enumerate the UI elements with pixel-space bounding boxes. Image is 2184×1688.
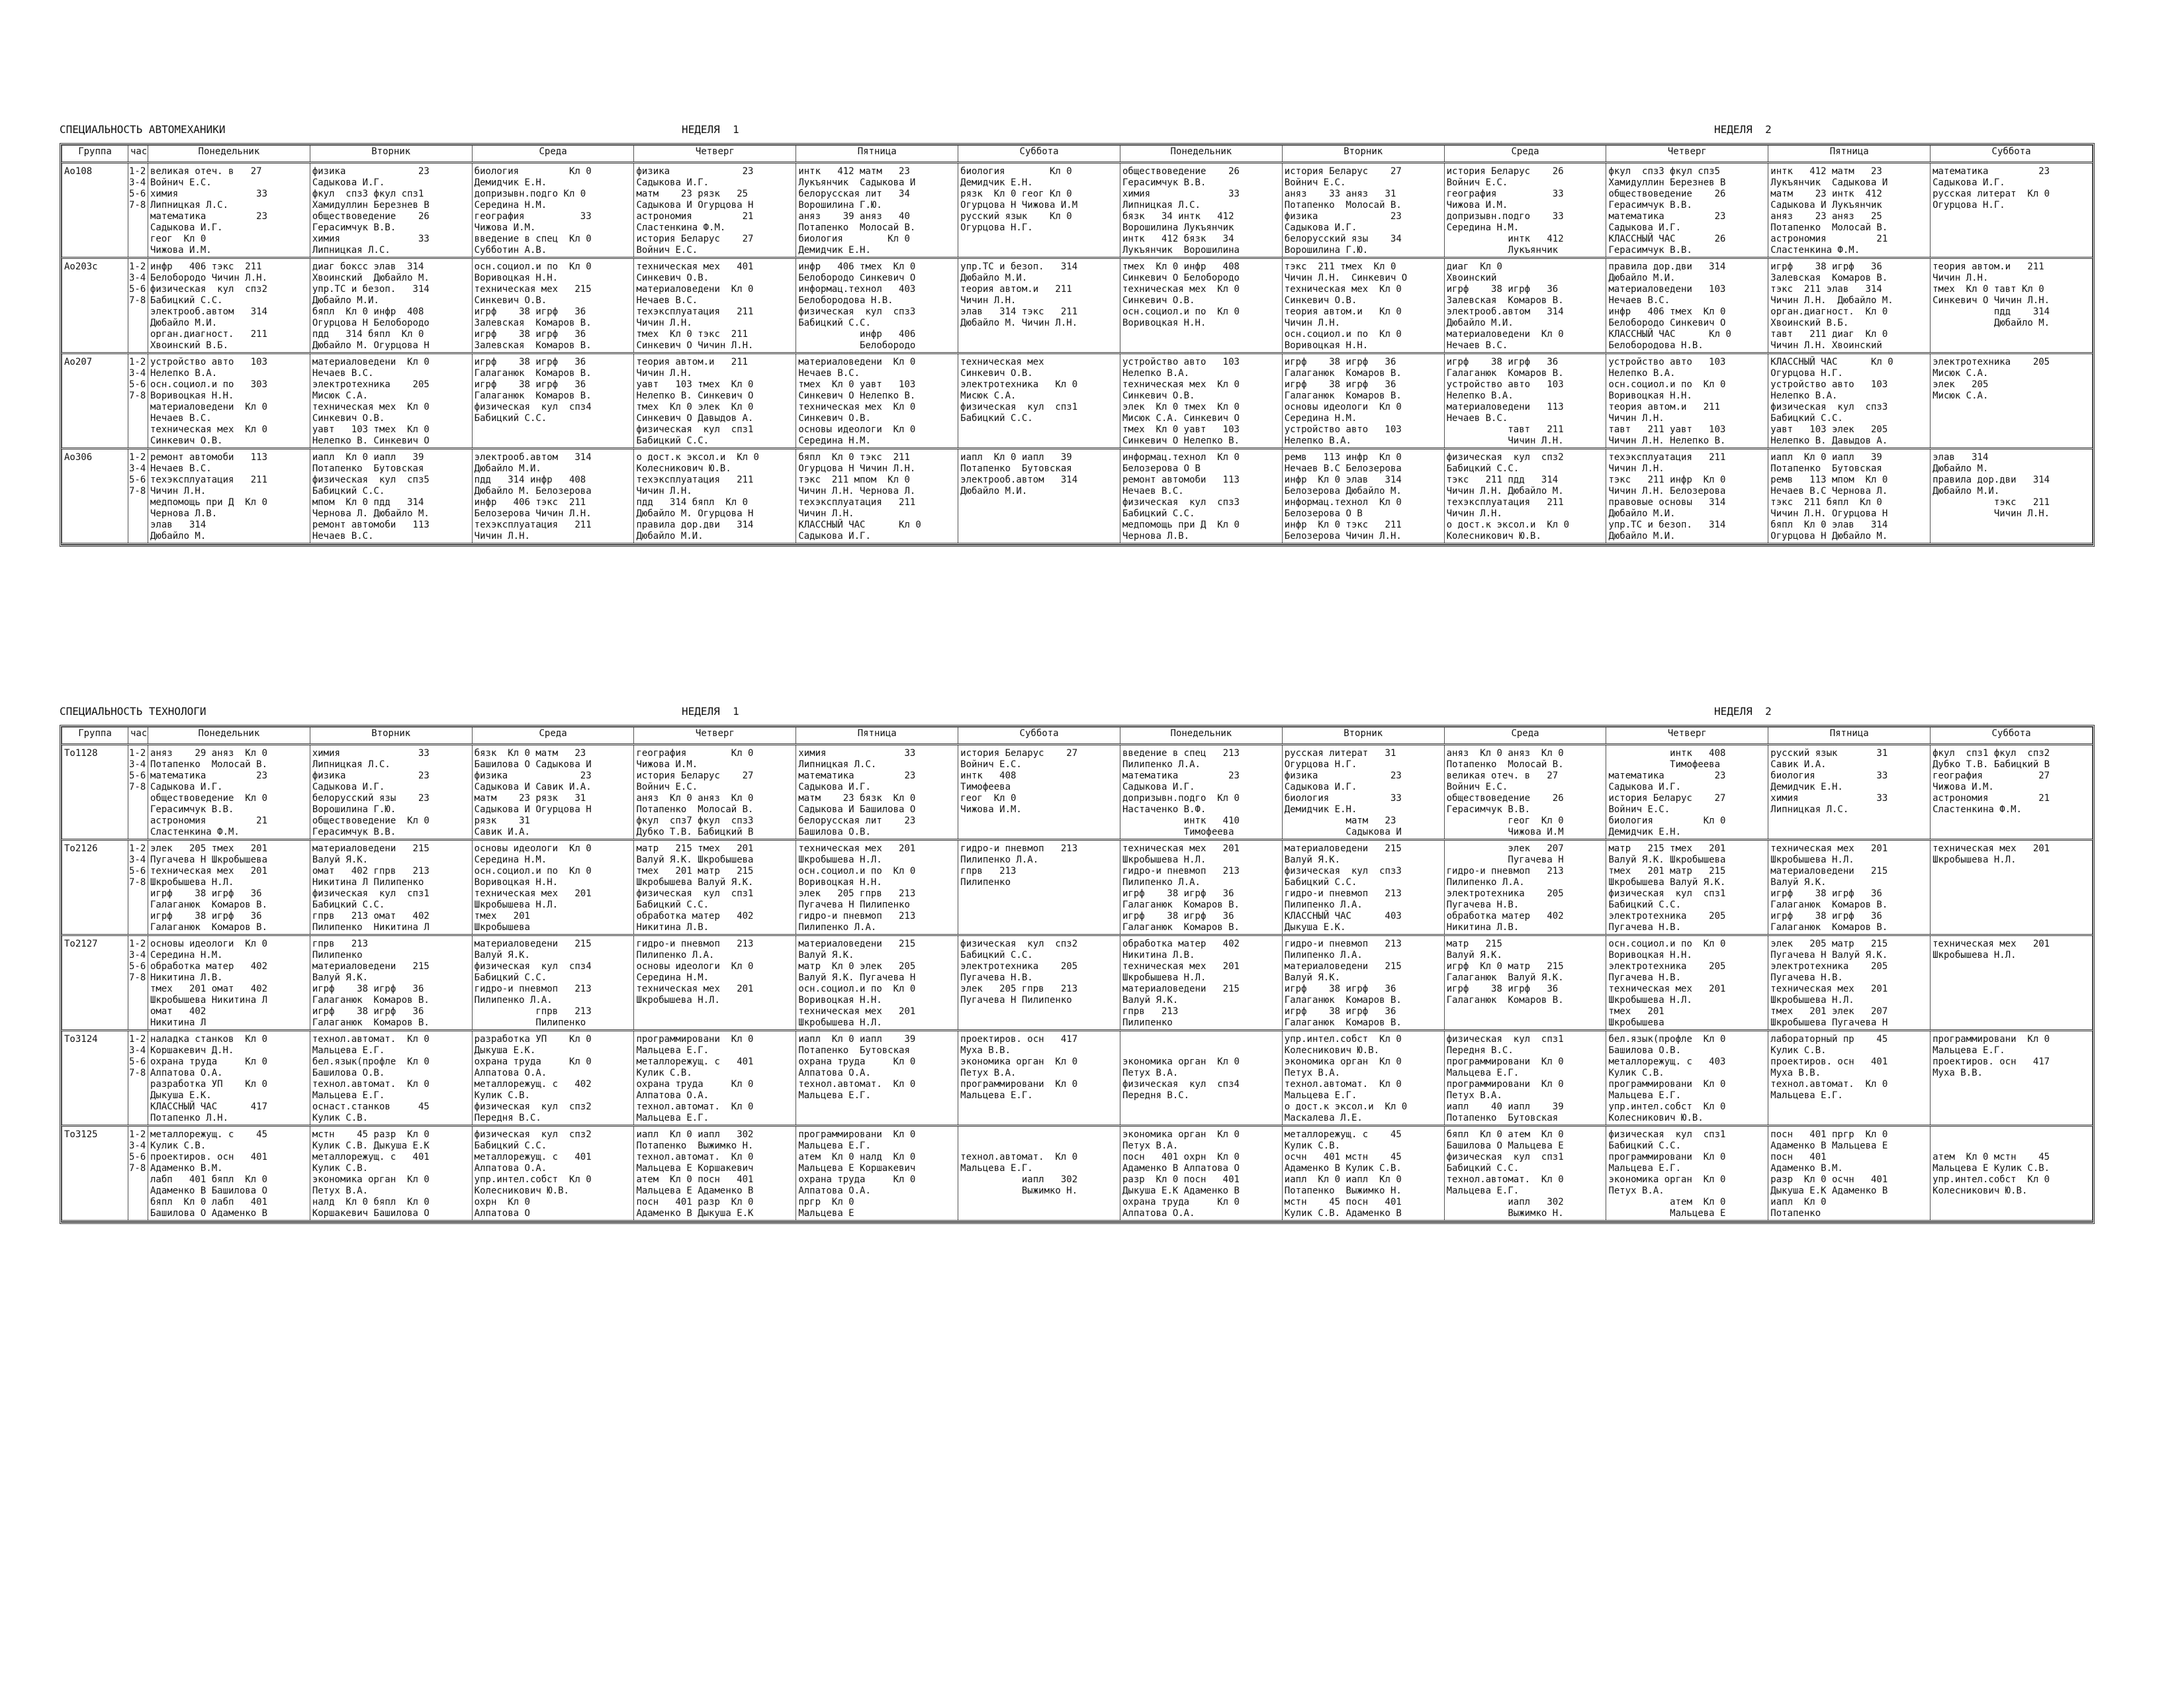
- day-schedule-cell: лабораторный пр 45 Кулик С.В. проектиров. осн 401 Муха В.В. технол.автомат. Кл 0 Мальцева Е.Г.: [1768, 1031, 1931, 1126]
- lesson-hours: 1-2 3-4 5-6 7-8: [128, 353, 148, 449]
- group-name: Ао203с: [62, 258, 128, 353]
- lesson-hours: 1-2 3-4 5-6 7-8: [128, 935, 148, 1031]
- day-header: Суббота: [958, 727, 1120, 745]
- day-schedule-cell: бяпл Кл 0 тэкс 211 Огурцова Н Чичин Л.Н. тэкс 211 мпом Кл 0 Чичин Л.Н. Чернова Л. техэксплуатация 211 Чичин Л.Н. КЛАССНЫЙ ЧАС Кл 0 Садыкова И.Г.: [796, 449, 958, 544]
- day-header: Понедельник: [148, 727, 310, 745]
- day-schedule-cell: правила дор.дви 314 Дюбайло М.И. материаловедени 103 Нечаев В.С. инфр 406 тмех Кл 0 Белобородо Синкевич О КЛАССНЫЙ ЧАС Кл 0 Белобородова Н.В.: [1606, 258, 1768, 353]
- day-schedule-cell: устройство авто 103 Нелепко В.А. техническая мех Кл 0 Синкевич О.В. элек Кл 0 тмех Кл 0 Мисюк С.А. Синкевич О тмех Кл 0 уавт 103 Синкевич О Нелепко В.: [1120, 353, 1282, 449]
- day-schedule-cell: посн 401 пргр Кл 0 Адаменко В Мальцева Е посн 401 Адаменко В.М. разр Кл 0 осчн 401 Дыкуша Е.К Адаменко В иапл Кл 0 Потапенко: [1768, 1126, 1931, 1221]
- day-header: Понедельник: [148, 146, 310, 163]
- lesson-hours: 1-2 3-4 5-6 7-8: [128, 1126, 148, 1221]
- week2-title: НЕДЕЛЯ 2: [1714, 123, 1772, 136]
- day-schedule-cell: тмех Кл 0 инфр 408 Синкевич О Белобородо техническая мех Кл 0 Синкевич О.В. осн.социол.и по Кл 0 Воривоцкая Н.Н.: [1120, 258, 1282, 353]
- day-schedule-cell: игрф 38 игрф 36 Галаганюк Комаров В. игрф 38 игрф 36 Галаганюк Комаров В. основы идеологи Кл 0 Середина Н.М. устройство авто 103 Нелепко В.А.: [1282, 353, 1444, 449]
- day-schedule-cell: матр 215 тмех 201 Валуй Я.К. Шкробышева тмех 201 матр 215 Шкробышева Валуй Я.К. физическая кул спз1 Бабицкий С.С. электротехника 205 Пугачева Н.В.: [1606, 840, 1768, 935]
- day-schedule-cell: история Беларус 26 Войнич Е.С. география 33 Чижова И.М. допризывн.подго 33 Середина Н.М. интк 412 Лукъянчик: [1444, 163, 1606, 258]
- day-schedule-cell: игрф 38 игрф 36 Галаганюк Комаров В. устройство авто 103 Нелепко В.А. материаловедени 113 Нечаев В.С. тавт 211 Чичин Л.Н.: [1444, 353, 1606, 449]
- day-schedule-cell: иапл Кл 0 иапл 39 Потапенко Бутовская физическая кул спз5 Бабицкий С.С. мпом Кл 0 пдд 314 Чернова Л. Дюбайло М. ремонт автомоби 113 Нечаев В.С.: [310, 449, 472, 544]
- header-row: [62, 727, 2093, 745]
- day-schedule-cell: диаг боксс элав 314 Хвоинский Дюбайло М. упр.ТС и безоп. 314 Дюбайло М.И. бяпл Кл 0 инфр 408 Огурцова Н Белобородо пдд 314 бяпл Кл 0 Дюбайло М. Огурцова Н: [310, 258, 472, 353]
- group-row: [62, 745, 2093, 840]
- day-schedule-cell: экономика орган Кл 0 Петух В.А. физическая кул спз4 Передня В.С.: [1120, 1031, 1282, 1126]
- day-schedule-cell: наладка станков Кл 0 Коршакевич Д.Н. охрана труда Кл 0 Алпатова О.А. разработка УП Кл 0 Дыкуша Е.К. КЛАССНЫЙ ЧАС 417 Потапенко Л.Н.: [148, 1031, 310, 1126]
- day-schedule-cell: химия 33 Липницкая Л.С. физика 23 Садыкова И.Г. белорусский язы 23 Ворошилина Г.Ю. обществоведение Кл 0 Герасимчук В.В.: [310, 745, 472, 840]
- day-schedule-cell: элек 205 тмех 201 Пугачева Н Шкробышева техническая мех 201 Шкробышева Н.Л. игрф 38 игрф 36 Галаганюк Комаров В. игрф 38 игрф 36 Галаганюк Комаров В.: [148, 840, 310, 935]
- day-header: Суббота: [1931, 727, 2093, 745]
- day-schedule-cell: экономика орган Кл 0 Петух В.А. посн 401 охрн Кл 0 Адаменко В Алпатова О разр Кл 0 посн 401 Дыкуша Е.К Адаменко В охрана труда Кл 0 Алпатова О.А.: [1120, 1126, 1282, 1221]
- day-schedule-cell: интк 412 матм 23 Лукъянчик Садыкова И матм 23 интк 412 Садыкова И Лукъянчик аняз 23 аняз 25 Потапенко Молосай В. астрономия 21 Сластенкина Ф.М.: [1768, 163, 1931, 258]
- day-schedule-cell: бел.язык(профле Кл 0 Башилова О.В. металлорежущ. с 403 Кулик С.В. программировани Кл 0 Мальцева Е.Г. упр.интел.собст Кл 0 Колесникович Ю.В.: [1606, 1031, 1768, 1126]
- day-schedule-cell: программировани Кл 0 Мальцева Е.Г. металлорежущ. с 401 Кулик С.В. охрана труда Кл 0 Алпатова О.А. технол.автомат. Кл 0 Мальцева Е.Г.: [634, 1031, 796, 1126]
- group-name: То2127: [62, 935, 128, 1031]
- day-schedule-cell: материаловедени 215 Валуй Я.К. омат 402 гпрв 213 Никитина Л Пилипенко физическая кул спз1 Бабицкий С.С. гпрв 213 омат 402 Пилипенко Никитина Л: [310, 840, 472, 935]
- lesson-hours: 1-2 3-4 5-6 7-8: [128, 163, 148, 258]
- day-schedule-cell: география Кл 0 Чижова И.М. история Беларус 27 Войнич Е.С. аняз Кл 0 аняз Кл 0 Потапенко Молосай В. фкул спз7 фкул спз3 Дубко Т.В. Бабицкий В: [634, 745, 796, 840]
- day-schedule-cell: игрф 38 игрф 36 Залевская Комаров В. тэкс 211 элав 314 Чичин Л.Н. Дюбайло М. орган.диагност. Кл 0 Хвоинский В.Б. тавт 211 диаг Кл 0 Чичин Л.Н. Хвоинский: [1768, 258, 1931, 353]
- day-schedule-cell: русская литерат 31 Огурцова Н.Г. физика 23 Садыкова И.Г. биология 33 Демидчик Е.Н. матм 23 Садыкова И: [1282, 745, 1444, 840]
- day-schedule-cell: упр.интел.собст Кл 0 Колесникович Ю.В. экономика орган Кл 0 Петух В.А. технол.автомат. Кл 0 Мальцева Е.Г. о дост.к эксол.и Кл 0 Маскалева Л.Е.: [1282, 1031, 1444, 1126]
- lesson-hours: 1-2 3-4 5-6 7-8: [128, 258, 148, 353]
- day-schedule-cell: физическая кул спз2 Бабицкий С.С. электротехника 205 Пугачева Н.В. элек 205 гпрв 213 Пугачева Н Пилипенко: [958, 935, 1120, 1031]
- day-schedule-cell: инфр 406 тмех Кл 0 Белобородо Синкевич О информац.технол 403 Белобородова Н.В. физическая кул спз3 Бабицкий С.С. инфр 406 Белобородо: [796, 258, 958, 353]
- day-schedule-cell: диаг Кл 0 Хвоинский игрф 38 игрф 36 Залевская Комаров В. электрооб.автом 314 Дюбайло М.И. материаловедени Кл 0 Нечаев В.С.: [1444, 258, 1606, 353]
- group-row: [62, 840, 2093, 935]
- day-schedule-cell: техэксплуатация 211 Чичин Л.Н. тэкс 211 инфр Кл 0 Чичин Л.Н. Белозерова правовые основы 314 Дюбайло М.И. упр.ТС и безоп. 314 Дюбайло М.И.: [1606, 449, 1768, 544]
- day-schedule-cell: техническая мех 201 Шкробышева Н.Л. материаловедени 215 Валуй Я.К. игрф 38 игрф 36 Галаганюк Комаров В. игрф 38 игрф 36 Галаганюк Комаров В.: [1768, 840, 1931, 935]
- day-schedule-cell: история Беларус 27 Войнич Е.С. аняз 33 аняз 31 Потапенко Молосай В. физика 23 Садыкова И.Г. белорусский язы 34 Ворошилина Г.Ю.: [1282, 163, 1444, 258]
- day-schedule-cell: гидро-и пневмоп 213 Пилипенко Л.А. гпрв 213 Пилипенко: [958, 840, 1120, 935]
- week1-title: НЕДЕЛЯ 1: [682, 123, 739, 136]
- day-schedule-cell: элек 207 Пугачева Н гидро-и пневмоп 213 Пилипенко Л.А. электротехника 205 Пугачева Н.В. обработка матер 402 Никитина Л.В.: [1444, 840, 1606, 935]
- day-schedule-cell: основы идеологи Кл 0 Середина Н.М. осн.социол.и по Кл 0 Воривоцкая Н.Н. техническая мех 201 Шкробышева Н.Л. тмех 201 Шкробышева: [472, 840, 634, 935]
- group-row: [62, 1126, 2093, 1221]
- day-schedule-cell: гпрв 213 Пилипенко материаловедени 215 Валуй Я.К. игрф 38 игрф 36 Галаганюк Комаров В. игрф 38 игрф 36 Галаганюк Комаров В.: [310, 935, 472, 1031]
- day-header: Пятница: [1768, 727, 1931, 745]
- day-schedule-cell: информац.технол Кл 0 Белозерова О В ремонт автомоби 113 Нечаев В.С. физическая кул спз3 Бабицкий С.С. медпомощь при Д Кл 0 Чернова Л.В.: [1120, 449, 1282, 544]
- day-schedule-cell: электрооб.автом 314 Дюбайло М.И. пдд 314 инфр 408 Дюбайло М. Белозерова инфр 406 тэкс 211 Белозерова Чичин Л.Н. техэксплуатация 211 Чичин Л.Н.: [472, 449, 634, 544]
- day-schedule-cell: инфр 406 тэкс 211 Белобородо Чичин Л.Н. физическая кул спз2 Бабицкий С.С. электрооб.автом 314 Дюбайло М.И. орган.диагност. 211 Хвоинский В.Б.: [148, 258, 310, 353]
- day-header: Четверг: [1606, 727, 1768, 745]
- day-schedule-cell: устройство авто 103 Нелепко В.А. осн.социол.и по 303 Воривоцкая Н.Н. материаловедени Кл 0 Нечаев В.С. техническая мех Кл 0 Синкевич О.В.: [148, 353, 310, 449]
- day-schedule-cell: техническая мех Синкевич О.В. электротехника Кл 0 Мисюк С.А. физическая кул спз1 Бабицкий С.С.: [958, 353, 1120, 449]
- day-schedule-cell: техническая мех 201 Шкробышева Н.Л. гидро-и пневмоп 213 Пилипенко Л.А. игрф 38 игрф 36 Галаганюк Комаров В. игрф 38 игрф 36 Галаганюк Комаров В.: [1120, 840, 1282, 935]
- section-header: [60, 705, 2095, 721]
- day-schedule-cell: гидро-и пневмоп 213 Пилипенко Л.А. материаловедени 215 Валуй Я.К. игрф 38 игрф 36 Галаганюк Комаров В. игрф 38 игрф 36 Галаганюк Комаров В.: [1282, 935, 1444, 1031]
- group-row: [62, 449, 2093, 544]
- timetable-section: [60, 123, 2095, 547]
- day-schedule-cell: осн.социол.и по Кл 0 Воривоцкая Н.Н. электротехника 205 Пугачева Н.В. техническая мех 201 Шкробышева Н.Л. тмех 201 Шкробышева: [1606, 935, 1768, 1031]
- day-schedule-cell: иапл Кл 0 иапл 302 Потапенко Выжимко Н. технол.автомат. Кл 0 Мальцева Е Коршакевич атем Кл 0 посн 401 Мальцева Е Адаменко В посн 401 разр Кл 0 Адаменко В Дыкуша Е.К: [634, 1126, 796, 1221]
- day-schedule-cell: бязк Кл 0 матм 23 Башилова О Садыкова И физика 23 Садыкова И Савик И.А. матм 23 рязк 31 Садыкова И Огурцова Н рязк 31 Савик И.А.: [472, 745, 634, 840]
- day-header: Вторник: [310, 146, 472, 163]
- day-schedule-cell: технол.автомат. Кл 0 Мальцева Е.Г. иапл 302 Выжимко Н.: [958, 1126, 1120, 1221]
- day-schedule-cell: основы идеологи Кл 0 Середина Н.М. обработка матер 402 Никитина Л.В. тмех 201 омат 402 Шкробышева Никитина Л омат 402 Никитина Л: [148, 935, 310, 1031]
- day-schedule-cell: великая отеч. в 27 Войнич Е.С. химия 33 Липницкая Л.С. математика 23 Садыкова И.Г. геог Кл 0 Чижова И.М.: [148, 163, 310, 258]
- day-schedule-cell: материаловедени 215 Валуй Я.К. физическая кул спз4 Бабицкий С.С. гидро-и пневмоп 213 Пилипенко Л.А. гпрв 213 Пилипенко: [472, 935, 634, 1031]
- week2-title: НЕДЕЛЯ 2: [1714, 705, 1772, 718]
- day-header: Среда: [1444, 727, 1606, 745]
- specialty-title: СПЕЦИАЛЬНОСТЬ ТЕХНОЛОГИ: [60, 705, 206, 718]
- group-name: Ао108: [62, 163, 128, 258]
- group-row: [62, 258, 2093, 353]
- day-schedule-cell: техническая мех 201 Шкробышева Н.Л.: [1931, 935, 2093, 1031]
- day-schedule-cell: математика 23 Садыкова И.Г. русская литерат Кл 0 Огурцова Н.Г.: [1931, 163, 2093, 258]
- day-schedule-cell: биология Кл 0 Демидчик Е.Н. рязк Кл 0 геог Кл 0 Огурцова Н Чижова И.М русский язык Кл 0 Огурцова Н.Г.: [958, 163, 1120, 258]
- day-schedule-cell: интк 408 Тимофеева математика 23 Садыкова И.Г. история Беларус 27 Войнич Е.С. биология Кл 0 Демидчик Е.Н.: [1606, 745, 1768, 840]
- day-schedule-cell: обработка матер 402 Никитина Л.В. техническая мех 201 Шкробышева Н.Л. материаловедени 215 Валуй Я.К. гпрв 213 Пилипенко: [1120, 935, 1282, 1031]
- day-schedule-cell: фкул спз1 фкул спз2 Дубко Т.В. Бабицкий В география 27 Чижова И.М. астрономия 21 Сластенкина Ф.М.: [1931, 745, 2093, 840]
- day-schedule-cell: мстн 45 разр Кл 0 Кулик С.В. Дыкуша Е.К металлорежущ. с 401 Кулик С.В. экономика орган Кл 0 Петух В.А. налд Кл 0 бяпл Кл 0 Коршакевич Башилова О: [310, 1126, 472, 1221]
- day-schedule-cell: иапл Кл 0 иапл 39 Потапенко Бутовская ремв 113 мпом Кл 0 Нечаев В.С Чернова Л. тэкс 211 бяпл Кл 0 Чичин Л.Н. Огурцова Н бяпл Кл 0 элав 314 Огурцова Н Дюбайло М.: [1768, 449, 1931, 544]
- day-schedule-cell: упр.ТС и безоп. 314 Дюбайло М.И. теория автом.и 211 Чичин Л.Н. элав 314 тэкс 211 Дюбайло М. Чичин Л.Н.: [958, 258, 1120, 353]
- day-schedule-cell: химия 33 Липницкая Л.С. математика 23 Садыкова И.Г. матм 23 бязк Кл 0 Садыкова И Башилова О белорусская лит 23 Башилова О.В.: [796, 745, 958, 840]
- day-schedule-cell: аняз Кл 0 аняз Кл 0 Потапенко Молосай В. великая отеч. в 27 Войнич Е.С. обществоведение 26 Герасимчук В.В. геог Кл 0 Чижова И.М: [1444, 745, 1606, 840]
- day-schedule-cell: фкул спз3 фкул спз5 Хамидуллин Березнев В обществоведение 26 Герасимчук В.В. математика 23 Садыкова И.Г. КЛАССНЫЙ ЧАС 26 Герасимчук В.В.: [1606, 163, 1768, 258]
- day-schedule-cell: игрф 38 игрф 36 Галаганюк Комаров В. игрф 38 игрф 36 Галаганюк Комаров В. физическая кул спз4 Бабицкий С.С.: [472, 353, 634, 449]
- header-row: [62, 146, 2093, 163]
- day-schedule-cell: история Беларус 27 Войнич Е.С. интк 408 Тимофеева геог Кл 0 Чижова И.М.: [958, 745, 1120, 840]
- day-schedule-cell: металлорежущ. с 45 Кулик С.В. проектиров. осн 401 Адаменко В.М. лабп 401 бяпл Кл 0 Адаменко В Башилова О бяпл Кл 0 лабп 401 Башилова О Адаменко В: [148, 1126, 310, 1221]
- day-schedule-cell: физика 23 Садыкова И.Г. матм 23 рязк 25 Садыкова И Огурцова Н астрономия 21 Сластенкина Ф.М. история Беларус 27 Войнич Е.С.: [634, 163, 796, 258]
- day-header: Среда: [472, 727, 634, 745]
- lesson-hours: 1-2 3-4 5-6 7-8: [128, 449, 148, 544]
- timetable-section: [60, 705, 2095, 1224]
- day-schedule-cell: матр 215 тмех 201 Валуй Я.К. Шкробышева тмех 201 матр 215 Шкробышева Валуй Я.К. физическая кул спз1 Бабицкий С.С. обработка матер 402 Никитина Л.В.: [634, 840, 796, 935]
- day-schedule-cell: иапл Кл 0 иапл 39 Потапенко Бутовская охрана труда Кл 0 Алпатова О.А. технол.автомат. Кл 0 Мальцева Е.Г.: [796, 1031, 958, 1126]
- day-schedule-cell: устройство авто 103 Нелепко В.А. осн.социол.и по Кл 0 Воривоцкая Н.Н. теория автом.и 211 Чичин Л.Н. тавт 211 уавт 103 Чичин Л.Н. Нелепко В.: [1606, 353, 1768, 449]
- lesson-hours: 1-2 3-4 5-6 7-8: [128, 1031, 148, 1126]
- group-row: [62, 1031, 2093, 1126]
- day-schedule-cell: физическая кул спз2 Бабицкий С.С. тэкс 211 пдд 314 Чичин Л.Н. Дюбайло М. техэксплуатация 211 Чичин Л.Н. о дост.к эксол.и Кл 0 Колесникович Ю.В.: [1444, 449, 1606, 544]
- day-header: Четверг: [1606, 146, 1768, 163]
- group-name: Ао306: [62, 449, 128, 544]
- day-schedule-cell: тэкс 211 тмех Кл 0 Чичин Л.Н. Синкевич О техническая мех Кл 0 Синкевич О.В. теория автом.и Кл 0 Чичин Л.Н. осн.социол.и по Кл 0 Воривоцкая Н.Н.: [1282, 258, 1444, 353]
- day-schedule-cell: электротехника 205 Мисюк С.А. элек 205 Мисюк С.А.: [1931, 353, 2093, 449]
- timetable: [62, 145, 2093, 545]
- timetable: [62, 727, 2093, 1222]
- day-header: Понедельник: [1120, 146, 1282, 163]
- day-schedule-cell: физическая кул спз1 Бабицкий С.С. программировани Кл 0 Мальцева Е.Г. экономика орган Кл 0 Петух В.А. атем Кл 0 Мальцева Е: [1606, 1126, 1768, 1221]
- day-schedule-cell: технол.автомат. Кл 0 Мальцева Е.Г. бел.язык(профле Кл 0 Башилова О.В. технол.автомат. Кл 0 Мальцева Е.Г. оснаст.станков 45 Кулик С.В.: [310, 1031, 472, 1126]
- day-header: Суббота: [1931, 146, 2093, 163]
- day-header: Среда: [472, 146, 634, 163]
- day-schedule-cell: техническая мех 201 Шкробышева Н.Л.: [1931, 840, 2093, 935]
- day-schedule-cell: техническая мех 201 Шкробышева Н.Л. осн.социол.и по Кл 0 Воривоцкая Н.Н. элек 205 гпрв 213 Пугачева Н Пилипенко гидро-и пневмоп 213 Пилипенко Л.А.: [796, 840, 958, 935]
- day-schedule-cell: проектиров. осн 417 Муха В.В. экономика орган Кл 0 Петух В.А. программировани Кл 0 Мальцева Е.Г.: [958, 1031, 1120, 1126]
- day-schedule-cell: о дост.к эксол.и Кл 0 Колесникович Ю.В. техэксплуатация 211 Чичин Л.Н. пдд 314 бяпл Кл 0 Дюбайло М. Огурцова Н правила дор.дви 314 Дюбайло М.И.: [634, 449, 796, 544]
- day-header: Пятница: [796, 146, 958, 163]
- day-schedule-cell: физическая кул спз2 Бабицкий С.С. металлорежущ. с 401 Алпатова О.А. упр.интел.собст Кл 0 Колесникович Ю.В. охрн Кл 0 Алпатова О: [472, 1126, 634, 1221]
- week1-title: НЕДЕЛЯ 1: [682, 705, 739, 718]
- day-header: Понедельник: [1120, 727, 1282, 745]
- day-schedule-cell: металлорежущ. с 45 Кулик С.В. осчн 401 мстн 45 Адаменко В Кулик С.В. иапл Кл 0 иапл Кл 0 Потапенко Выжимко Н. мстн 45 посн 401 Кулик С.В. Адаменко В: [1282, 1126, 1444, 1221]
- day-header: Вторник: [1282, 727, 1444, 745]
- group-name: То3125: [62, 1126, 128, 1221]
- day-schedule-cell: аняз 29 аняз Кл 0 Потапенко Молосай В. математика 23 Садыкова И.Г. обществоведение Кл 0 Герасимчук В.В. астрономия 21 Сластенкина Ф.М.: [148, 745, 310, 840]
- group-name: То1128: [62, 745, 128, 840]
- day-schedule-cell: ремв 113 инфр Кл 0 Нечаев В.С Белозерова инфр Кл 0 элав 314 Белозерова Дюбайло М. информац.технол Кл 0 Белозерова О В инфр Кл 0 тэкс 211 Белозерова Чичин Л.Н.: [1282, 449, 1444, 544]
- day-schedule-cell: русский язык 31 Савик И.А. биология 33 Демидчик Е.Н. химия 33 Липницкая Л.С.: [1768, 745, 1931, 840]
- day-header: Четверг: [634, 727, 796, 745]
- group-name: То2126: [62, 840, 128, 935]
- group-row: [62, 935, 2093, 1031]
- day-header: Четверг: [634, 146, 796, 163]
- day-schedule-cell: разработка УП Кл 0 Дыкуша Е.К. охрана труда Кл 0 Алпатова О.А. металлорежущ. с 402 Кулик С.В. физическая кул спз2 Передня В.С.: [472, 1031, 634, 1126]
- day-header: Вторник: [310, 727, 472, 745]
- day-schedule-cell: биология Кл 0 Демидчик Е.Н. допризывн.подго Кл 0 Середина Н.М. география 33 Чижова И.М. введение в спец Кл 0 Субботин А.В.: [472, 163, 634, 258]
- day-schedule-cell: КЛАССНЫЙ ЧАС Кл 0 Огурцова Н.Г. устройство авто 103 Нелепко В.А. физическая кул спз3 Бабицкий С.С. уавт 103 элек 205 Нелепко В. Давыдов А.: [1768, 353, 1931, 449]
- day-schedule-cell: бяпл Кл 0 атем Кл 0 Башилова О Мальцева Е физическая кул спз1 Бабицкий С.С. технол.автомат. Кл 0 Мальцева Е.Г. иапл 302 Выжимко Н.: [1444, 1126, 1606, 1221]
- day-schedule-cell: программировани Кл 0 Мальцева Е.Г. атем Кл 0 налд Кл 0 Мальцева Е Коршакевич охрана труда Кл 0 Алпатова О.А. пргр Кл 0 Мальцева Е: [796, 1126, 958, 1221]
- day-schedule-cell: материаловедени 215 Валуй Я.К. физическая кул спз3 Бабицкий С.С. гидро-и пневмоп 213 Пилипенко Л.А. КЛАССНЫЙ ЧАС 403 Дыкуша Е.К.: [1282, 840, 1444, 935]
- group-name: То3124: [62, 1031, 128, 1126]
- day-schedule-cell: программировани Кл 0 Мальцева Е.Г. проектиров. осн 417 Муха В.В.: [1931, 1031, 2093, 1126]
- group-column-header: Группа: [62, 146, 128, 163]
- section-header: [60, 123, 2095, 139]
- day-schedule-cell: теория автом.и 211 Чичин Л.Н. уавт 103 тмех Кл 0 Нелепко В. Синкевич О тмех Кл 0 элек Кл 0 Синкевич О Давыдов А. физическая кул спз1 Бабицкий С.С.: [634, 353, 796, 449]
- day-header: Суббота: [958, 146, 1120, 163]
- day-header: Среда: [1444, 146, 1606, 163]
- day-schedule-cell: гидро-и пневмоп 213 Пилипенко Л.А. основы идеологи Кл 0 Середина Н.М. техническая мех 201 Шкробышева Н.Л.: [634, 935, 796, 1031]
- timetable-frame: [60, 143, 2095, 547]
- day-schedule-cell: физика 23 Садыкова И.Г. фкул спз3 фкул спз1 Хамидуллин Березнев В обществоведение 26 Герасимчук В.В. химия 33 Липницкая Л.С.: [310, 163, 472, 258]
- day-schedule-cell: элав 314 Дюбайло М. правила дор.дви 314 Дюбайло М.И. тэкс 211 Чичин Л.Н.: [1931, 449, 2093, 544]
- lesson-hours: 1-2 3-4 5-6 7-8: [128, 745, 148, 840]
- day-header: Пятница: [796, 727, 958, 745]
- day-schedule-cell: материаловедени Кл 0 Нечаев В.С. тмех Кл 0 уавт 103 Синкевич О Нелепко В. техническая мех Кл 0 Синкевич О.В. основы идеологи Кл 0 Середина Н.М.: [796, 353, 958, 449]
- day-schedule-cell: материаловедени Кл 0 Нечаев В.С. электротехника 205 Мисюк С.А. техническая мех Кл 0 Синкевич О.В. уавт 103 тмех Кл 0 Нелепко В. Синкевич О: [310, 353, 472, 449]
- hours-column-header: час: [128, 727, 148, 745]
- day-schedule-cell: матр 215 Валуй Я.К. игрф Кл 0 матр 215 Галаганюк Валуй Я.К. игрф 38 игрф 36 Галаганюк Комаров В.: [1444, 935, 1606, 1031]
- day-schedule-cell: техническая мех 401 Синкевич О.В. материаловедени Кл 0 Нечаев В.С. техэксплуатация 211 Чичин Л.Н. тмех Кл 0 тэкс 211 Синкевич О Чичин Л.Н.: [634, 258, 796, 353]
- day-header: Вторник: [1282, 146, 1444, 163]
- day-schedule-cell: элек 205 матр 215 Пугачева Н Валуй Я.К. электротехника 205 Пугачева Н.В. техническая мех 201 Шкробышева Н.Л. тмех 201 элек 207 Шкробышева Пугачева Н: [1768, 935, 1931, 1031]
- day-schedule-cell: интк 412 матм 23 Лукъянчик Садыкова И белорусская лит 34 Ворошилина Г.Ю. аняз 39 аняз 40 Потапенко Молосай В. биология Кл 0 Демидчик Е.Н.: [796, 163, 958, 258]
- timetable-frame: [60, 725, 2095, 1224]
- group-row: [62, 353, 2093, 449]
- day-header: Пятница: [1768, 146, 1931, 163]
- day-schedule-cell: материаловедени 215 Валуй Я.К. матр Кл 0 элек 205 Валуй Я.К. Пугачева Н осн.социол.и по Кл 0 Воривоцкая Н.Н. техническая мех 201 Шкробышева Н.Л.: [796, 935, 958, 1031]
- hours-column-header: час: [128, 146, 148, 163]
- specialty-title: СПЕЦИАЛЬНОСТЬ АВТОМЕХАНИКИ: [60, 123, 226, 136]
- day-schedule-cell: ремонт автомоби 113 Нечаев В.С. техэксплуатация 211 Чичин Л.Н. медпомощь при Д Кл 0 Чернова Л.В. элав 314 Дюбайло М.: [148, 449, 310, 544]
- day-schedule-cell: иапл Кл 0 иапл 39 Потапенко Бутовская электрооб.автом 314 Дюбайло М.И.: [958, 449, 1120, 544]
- day-schedule-cell: осн.социол.и по Кл 0 Воривоцкая Н.Н. техническая мех 215 Синкевич О.В. игрф 38 игрф 36 Залевская Комаров В. игрф 38 игрф 36 Залевская Комаров В.: [472, 258, 634, 353]
- lesson-hours: 1-2 3-4 5-6 7-8: [128, 840, 148, 935]
- group-name: Ао207: [62, 353, 128, 449]
- day-schedule-cell: физическая кул спз1 Передня В.С. программировани Кл 0 Мальцева Е.Г. программировани Кл 0 Петух В.А. иапл 40 иапл 39 Потапенко Бутовская: [1444, 1031, 1606, 1126]
- day-schedule-cell: атем Кл 0 мстн 45 Мальцева Е Кулик С.В. упр.интел.собст Кл 0 Колесникович Ю.В.: [1931, 1126, 2093, 1221]
- group-row: [62, 163, 2093, 258]
- day-schedule-cell: введение в спец 213 Пилипенко Л.А. математика 23 Садыкова И.Г. допризывн.подго Кл 0 Настаченко В.Ф. интк 410 Тимофеева: [1120, 745, 1282, 840]
- day-schedule-cell: теория автом.и 211 Чичин Л.Н. тмех Кл 0 тавт Кл 0 Синкевич О Чичин Л.Н. пдд 314 Дюбайло М.: [1931, 258, 2093, 353]
- group-column-header: Группа: [62, 727, 128, 745]
- day-schedule-cell: обществоведение 26 Герасимчук В.В. химия 33 Липницкая Л.С. бязк 34 интк 412 Ворошилина Лукъянчик интк 412 бязк 34 Лукъянчик Ворошилина: [1120, 163, 1282, 258]
